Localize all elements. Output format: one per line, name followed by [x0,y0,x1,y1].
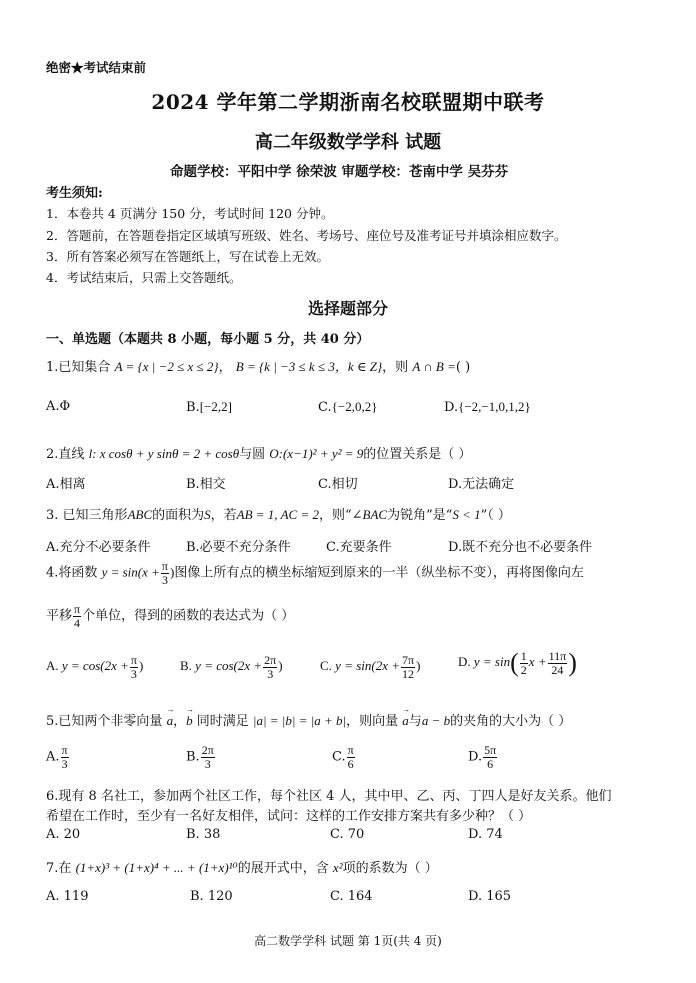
q5-option-b-fraction [201,744,215,770]
q1-set-a: A = {x | −2 ≤ x ≤ 2} [114,359,219,374]
q6-option-a: A. 20 [46,827,81,842]
q3-inequality: S < 1 [452,507,481,522]
q5-option-d-label: D. [468,749,483,765]
q5-vector-a: → a [167,713,174,729]
q4-option-a [46,654,143,680]
q4-text3a: 平移 [46,608,73,624]
q5-a-denominator: 3 [61,756,68,771]
top-secret-label: 绝密★考试结束前 [46,60,147,75]
q5-d-denominator: 6 [487,756,494,771]
q2-option-a: A.相离 [46,477,86,492]
q2-circle-eq: O:(x−1)² + y² = 9 [269,446,364,461]
q1-expr: A ∩ B = [412,359,456,374]
q5-option-a [46,744,70,770]
q4-c-numerator: 7π [402,653,415,667]
q5-option-c-label: C. [332,749,346,765]
q4-option-d-pre: y = sin [473,654,511,670]
q5-number: 5. [46,714,59,729]
question-5 [46,710,571,729]
q4-text2: 图像上所有点的横坐标缩短到原来的一半（纵坐标不变），再将图像向左 [174,565,584,581]
q1-blank: ( ) [455,360,471,375]
q1-option-b [186,399,232,415]
q5-condition: |a| = |b| = |a + b| [252,713,347,728]
q3-text: 已知三角形 [62,508,128,523]
part-title: 一、单选题（本题共 8 小题，每小题 5 分，共 40 分） [46,332,370,347]
q1-option-c-label: C. [318,400,332,415]
q5-vector-a-2: → a [402,713,409,729]
q4-option-d-fraction-2 [548,650,568,676]
q4-option-c-fraction [401,654,415,680]
question-3 [46,504,511,523]
q2-text: 直线 [58,447,85,462]
q4-option-c-close: ) [416,658,421,674]
q4-text: 将函数 [58,565,98,581]
subject-title: 高二年级数学学科 试题 [254,132,442,153]
q4-text3b: 个单位，得到的函数的表达式为（ ） [82,608,295,624]
q4-option-b [180,654,283,680]
q4-function-close: ) [169,564,175,580]
q1-option-a-value: Φ [59,399,71,414]
q6-option-b: B. 38 [186,827,221,842]
q4-option-c [320,654,420,680]
question-6-line-2: 希望在工作时，至少有一名好友相伴，试问：这样的工作安排方案共有多少种？（ ） [46,809,532,824]
q4-option-d-lparen: ( [510,648,519,678]
q5-c-denominator: 6 [347,756,354,771]
q4-b-denominator: 3 [267,666,274,681]
q5-b-denominator: 3 [204,756,211,771]
q7-option-d: D. 165 [468,889,512,904]
q5-text4: 与 [408,714,422,729]
q3-text2: 的面积为 [152,508,205,523]
q4-option-b-pre: y = cos(2x + [195,658,263,674]
q4-function-fraction [161,560,169,586]
q5-c-numerator: π [347,743,354,757]
q5-option-c-fraction [347,744,355,770]
q4-option-d-rparen: ) [568,648,577,678]
q6-option-d: D. 74 [468,827,503,842]
q1-number: 1. [46,360,59,375]
q3-text5: 为锐角”是“ [387,508,453,523]
q2-line-eq: l: x cosθ + y sinθ = 2 + cosθ [88,446,240,461]
q2-number: 2. [46,447,59,462]
q2-text2: 与圆 [239,447,266,462]
q4-option-a-label: A. [46,658,59,674]
q3-text6: ”（ ） [480,508,511,523]
q6-option-c: C. 70 [330,827,365,842]
q4-a-denominator: 3 [130,666,137,681]
q4-d-numerator-1: 1 [520,649,527,663]
q7-text: 在 [58,861,72,876]
q4-c-denominator: 12 [402,666,415,681]
page-footer: 高二数学学科 试题 第 1页(共 4 页) [254,934,442,948]
q4-shift-denominator: 4 [74,615,81,630]
q1-option-d [444,399,531,415]
q4-option-d [458,650,577,676]
section-title: 选择题部分 [307,299,388,318]
q1-option-a-label: A. [46,399,60,414]
q4-option-d-label: D. [458,654,471,670]
q4-a-numerator: π [130,653,137,667]
q5-option-a-label: A. [46,749,60,765]
q3-number: 3. [46,508,59,523]
q1-text: 已知集合 [58,360,111,375]
q2-option-d: D.无法确定 [448,477,515,492]
q4-option-b-fraction [263,654,277,680]
q1-option-b-value: [−2,2] [199,399,232,414]
q2-text3: 的位置关系是（ ） [363,447,472,462]
q7-option-a: A. 119 [46,889,89,904]
q1-option-a [46,399,70,414]
question-4-line-2 [46,603,294,629]
notice-item: 2．答题前，在答题卷指定区域填写班级、姓名、考场号、座位号及准考证号并填涂相应数字。 [46,228,567,243]
question-2 [46,443,471,462]
q1-sep: ， [218,360,232,375]
question-4-line-1 [46,560,584,586]
notice-item: 4．考试结束后，只需上交答题纸。 [46,270,242,285]
q3-option-b: B.必要不充分条件 [186,540,291,555]
notice-heading: 考生须知: [46,186,103,201]
q4-b-numerator: 2π [264,653,277,667]
q4-option-c-label: C. [320,658,332,674]
question-7 [46,857,438,876]
q7-expression: (1+x)³ + (1+x)⁴ + ... + (1+x)¹⁰ [75,860,238,875]
q7-text3: 项的系数为（ ） [342,861,438,876]
q1-option-d-label: D. [444,400,459,415]
q5-option-b-label: B. [186,749,200,765]
q5-text3: ，则向量 [346,714,399,729]
q4-shift-fraction [73,603,81,629]
notice-item: 3．所有答案必须写在答题纸上，写在试卷上无效。 [46,249,329,264]
q5-text: 已知两个非零向量 [58,714,163,729]
q4-d-denominator-2: 24 [551,662,564,677]
q2-option-b: B.相交 [186,477,226,492]
q1-set-b: B = {k | −3 ≤ k ≤ 3，k ∈ Z} [235,359,383,374]
q1-option-c [318,399,377,415]
q4-option-b-close: ) [278,658,283,674]
q7-option-c: C. 164 [330,889,373,904]
q4-d-denominator-1: 2 [520,662,527,677]
q5-vector-b: → b [186,713,193,729]
q4-number: 4. [46,565,59,581]
q5-b-numerator: 2π [201,743,214,757]
q4-option-a-close: ) [138,658,144,674]
q4-option-a-fraction [130,654,138,680]
q7-number: 7. [46,861,59,876]
q5-option-d-fraction [483,744,497,770]
q4-option-b-label: B. [180,658,192,674]
q1-text2: ，则 [382,360,409,375]
question-1 [46,356,470,375]
q3-option-c: C.充要条件 [326,540,392,555]
q3-text3: ，若 [210,508,237,523]
q4-option-d-fraction-1 [520,650,528,676]
q5-text5: 的夹角的大小为（ ） [450,714,572,729]
q4-func-numerator: π [161,559,168,573]
q4-shift-numerator: π [74,602,81,616]
q7-text2: 的展开式中，含 [237,861,329,876]
q5-text2: 同时满足 [196,714,249,729]
question-6-line-1: 6.现有 8 名社工，参加两个社区工作，每个社区 4 人，其中甲、乙、丙、丁四人是好友关系。他们 [46,789,612,804]
q5-option-c [332,744,356,770]
q5-a-numerator: π [61,743,68,757]
q1-option-d-value: {−2,−1,0,1,2} [458,399,531,414]
q3-area: S [204,507,211,522]
q1-option-b-label: B. [186,400,200,415]
q7-option-b: B. 120 [190,889,233,904]
q5-option-d [468,744,498,770]
q3-option-d: D.既不充分也不必要条件 [448,540,593,555]
q2-option-c: C.相切 [318,477,358,492]
q5-option-a-fraction [61,744,69,770]
q3-condition: AB = 1, AC = 2 [236,507,319,522]
authors-line: 命题学校：平阳中学 徐荣波 审题学校：苍南中学 吴芬芬 [170,164,509,180]
q4-option-a-pre: y = cos(2x + [61,658,129,674]
notice-item: 1．本卷共 4 页满分 150 分，考试时间 120 分钟。 [46,206,334,221]
q3-text4: ，则“ [318,508,352,523]
q4-option-d-mid: x + [528,654,547,670]
q3-option-a: A.充分不必要条件 [46,540,151,555]
q1-option-c-value: {−2,0,2} [331,399,378,414]
q4-func-denominator: 3 [161,572,168,587]
q7-term: x² [332,860,343,875]
q3-angle: ∠BAC [351,507,388,522]
q4-option-c-pre: y = sin(2x + [335,658,401,674]
q4-function: y = sin(x + [101,564,160,580]
q5-d-numerator: 5π [484,743,497,757]
exam-title: 2024 学年第二学期浙南名校联盟期中联考 [151,90,545,114]
q5-option-b [186,744,216,770]
q4-d-numerator-2: 11π [548,649,567,663]
q3-triangle: ABC [127,507,153,522]
q5-comma: ， [173,714,187,729]
q5-difference: a − b [421,713,451,728]
